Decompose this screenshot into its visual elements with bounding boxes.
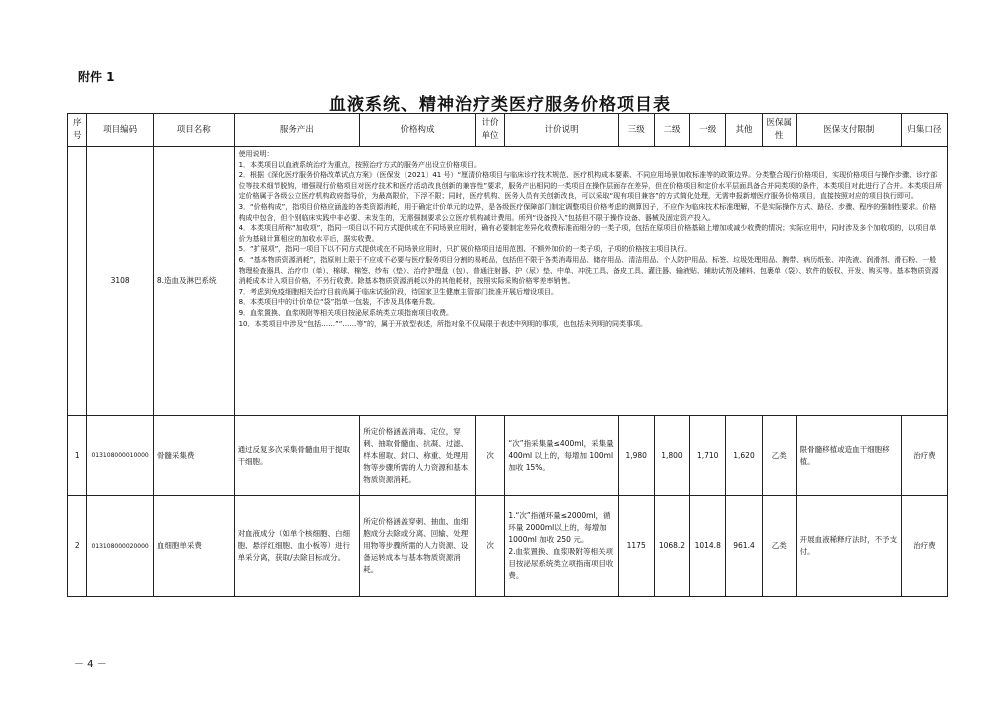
header-level2: 二级 [654,114,690,147]
cell-unit: 次 [475,416,505,496]
note-item: 8．本类项目中的计价单位“袋”指单一包装，不涉及具体毫升数。 [238,298,440,307]
note-item: 7．考虑到免疫细胞相关治疗目前尚属于临床试验阶段，待国家卫生健康主管部门批准开展后增设项目。 [238,287,559,296]
cell-level2: 1068.2 [654,496,690,597]
cell-code: 013108000020000 [87,496,153,597]
cell-pricing-note: “次”指采集量≤400ml，采集量 400ml 以上的，每增加 100ml 加收 15%。 [505,416,618,496]
cell-unit: 次 [475,496,505,597]
note-item: 6．“基本物质资源消耗”，指原则上限于不应或不必要与医疗服务项目分割的易耗品，包括但不限于各类消毒用品、储存用品、清洁用品、个人防护用品、标签、垃圾处理用品、腕带、病历纸张、冲洗液、润滑剂、滑石粉、一般物理检查器具、治疗巾（单）、棉球、棉签、纱布（垫）、治疗护理盘（包）、普通注射器、护（尿）垫、中单、冲洗工具、备皮工具、灌注器、输液贴、辅助试剂及辅料、包裹单（袋）、软件的版权、开发、购买等。基本物质资源消耗成本计入项目价格，不另行收费。除基本物质资源消耗以外的其他耗材，按照实际采购价格零差率销售。 [238,255,939,286]
cell-name: 血细胞单采费 [153,496,234,597]
cell-category: 治疗费 [901,416,947,496]
notes-title: 使用说明： [238,150,274,158]
cell-other: 1,620 [726,416,763,496]
cell-insurance-limit: 开展血液稀释疗法时，不予支付。 [796,496,901,597]
price-table [67,113,948,597]
note-item: 9．血浆置换、血浆吸附等相关项目按泌尿系统类立项指南项目收费。 [238,308,454,317]
table-row [68,496,948,597]
cell-other: 961.4 [726,496,763,597]
header-price-composition: 价格构成 [360,114,475,147]
page-number: － 4 － [74,659,107,670]
cell-insurance-limit: 限骨髓移植或造血干细胞移植。 [796,416,901,496]
cell-level1: 1,710 [690,416,726,496]
cell-pricing-note: 1.“次”指循环量≤2000ml，循环量 2000ml以上的，每增加 1000ml 加收 250 元。 2.血浆置换、血浆吸附等相关项目按泌尿系统类立项指南项目收费。 [505,496,618,597]
note-item: 2．根据《深化医疗服务价格改革试点方案》（医保发〔2021〕41 号）“厘清价格项目与临床诊疗技术规范、医疗机构成本要素、不同应用场景加收标准等的政策边界。分类整合现行价格项目，实现价格项目与操作步骤、诊疗部位等技术细节脱钩，增强现行价格项目对医疗技术和医疗活动改良创新的兼容性”要求，服务产出相同的一类项目在操作层面存在差异，但在价格项目和定价水平层面具备合并同类项的条件，本类项目对此进行了合并。本类项目所定价格属于各级公立医疗机构政府指导价，为最高限价，下浮不限；同时，医疗机构、医务人员有关创新改良，可以采取“现有项目兼容”的方式简化处理，无需申报新增医疗服务价格项目，直接按照对应的项目执行即可。 [238,171,943,201]
cell-level2: 1,800 [654,416,690,496]
header-pricing-note: 计价说明 [505,114,618,147]
header-insurance-attr: 医保属性 [762,114,796,147]
page-title: 血液系统、精神治疗类医疗服务价格项目表 [329,95,671,115]
cell-insurance-attr: 乙类 [762,496,796,597]
cell-level3: 1,980 [618,416,654,496]
section-row [68,147,948,416]
cell-level3: 1175 [618,496,654,597]
cell-output: 对血液成分（如单个核细胞、白细胞、悬浮红细胞、血小板等）进行单采分离，获取/去除目标成分。 [234,496,360,597]
note-item: 5．“扩展项”，指同一项目下以不同方式提供或在不同场景应用时，只扩展价格项目适用范围、不额外加价的一类子项，子项的价格按主项目执行。 [238,245,692,254]
header-output: 服务产出 [234,114,360,147]
cell-output: 通过反复多次采集骨髓血用于提取干细胞。 [234,416,360,496]
cell-price-composition: 所定价格涵盖消毒、定位，穿刺、抽取骨髓血、抗凝、过滤、样本留取、封口、称重、处理用物等步骤所需的人力资源和基本物质资源消耗。 [360,416,475,496]
table-header-row [68,114,948,147]
attachment-label: 附件 1 [78,70,115,84]
table-row [68,416,948,496]
header-category: 归集口径 [901,114,947,147]
header-level1: 一级 [690,114,726,147]
cell-code: 013108000010000 [87,416,153,496]
cell-price-composition: 所定价格涵盖穿刺、抽血、血细胞成分去除或分离、回输、处理用物等步骤所需的人力资源、设备运转成本与基本物质资源消耗。 [360,496,475,597]
cell-seq: 1 [68,416,87,496]
header-other: 其他 [726,114,763,147]
header-insurance-limit: 医保支付限制 [796,114,901,147]
usage-notes [234,147,947,416]
header-level3: 三级 [618,114,654,147]
cell-level1: 1014.8 [690,496,726,597]
cell-insurance-attr: 乙类 [762,416,796,496]
cell-name: 骨髓采集费 [153,416,234,496]
header-code: 项目编码 [87,114,153,147]
note-item: 10．本类项目中涉及“包括……”“……等”的，属于开放型表述，所指对象不仅局限于表述中列明的事项，也包括未列明的同类事项。 [238,319,647,328]
note-item: 3．“价格构成”，指项目价格应涵盖的各类资源消耗，用于确定计价单元的边界，是各级医疗保障部门制定调整项目价格考虑的测算因子，不应作为临床技术标准理解，不是实际操作方式、路径、步骤、程序的强制性要求。价格构成中包含，但个别临床实践中非必要、未发生的，无需强制要求公立医疗机构减计费用。所列“设备投入”包括但不限于操作设备、器械及固定资产投入。 [238,202,937,222]
note-item: 4．本类项目所称“加收项”，指同一项目以不同方式提供或在不同场景应用时，确有必要制定差异化收费标准而细分的一类子项，包括在原项目价格基础上增加或减少收费的情况；实际应用中，同时涉及多个加收项的，以项目单价为基础计算相应的加收水平后，据实收费。 [238,224,937,243]
section-name: 8.造血及淋巴系统 [153,147,234,416]
cell-category: 治疗费 [901,496,947,597]
header-name: 项目名称 [153,114,234,147]
note-item: 1．本类项目以血液系统治疗为重点，按照治疗方式的服务产出设立价格项目。 [238,160,482,169]
header-unit: 计价单位 [475,114,505,147]
header-seq: 序号 [68,114,87,147]
cell-seq: 2 [68,496,87,597]
section-code: 3108 [87,147,153,416]
